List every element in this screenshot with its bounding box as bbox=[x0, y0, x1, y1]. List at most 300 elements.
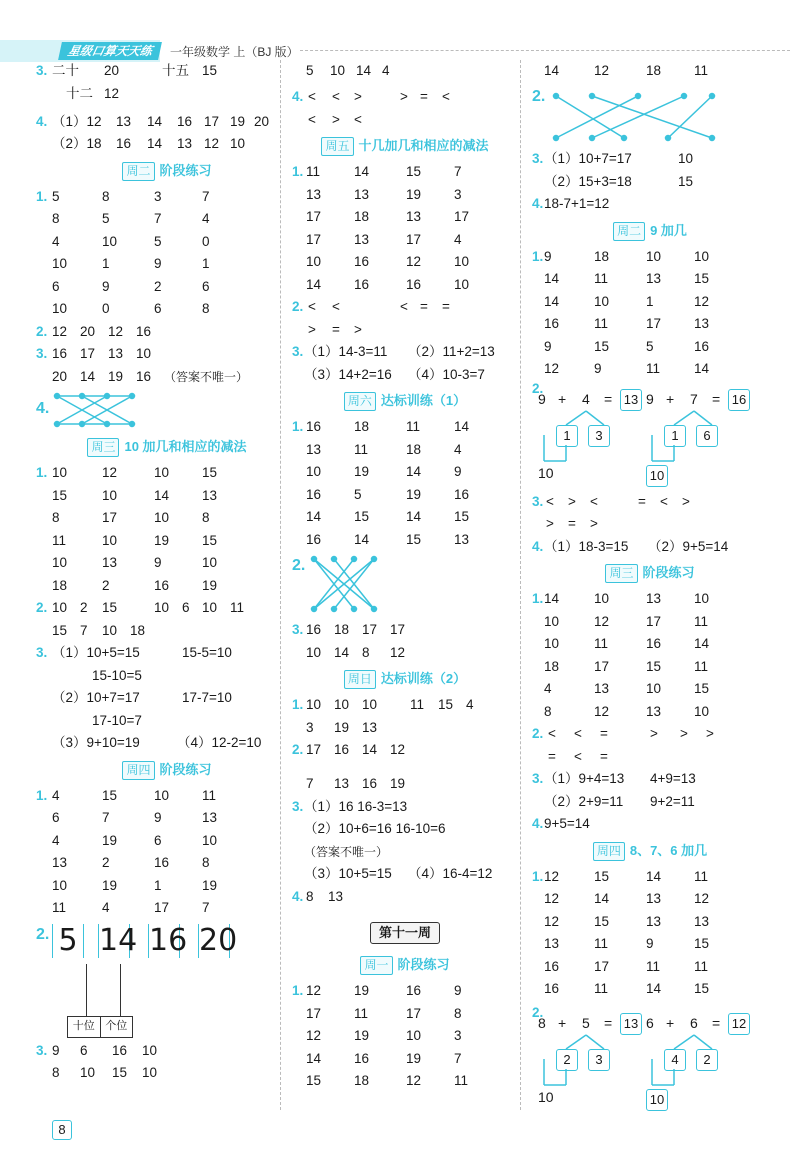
answer-row: 3. （1）14-3=11 （2）11+2=13 bbox=[292, 344, 495, 359]
answer-value: 6 bbox=[154, 832, 162, 848]
answer-value: 12 bbox=[594, 613, 610, 629]
abacus bbox=[52, 964, 282, 1040]
answer-value: 14 bbox=[646, 868, 662, 884]
answer-row: = < = bbox=[548, 748, 608, 764]
answer-row: > = > bbox=[546, 516, 598, 531]
answer-value: 11 bbox=[52, 900, 67, 915]
answer-value: 14 bbox=[544, 591, 560, 606]
answer-value: 7 bbox=[202, 900, 210, 915]
handwritten-digit: 20 bbox=[199, 922, 238, 958]
answer-value: 12 bbox=[594, 703, 610, 719]
answer-row bbox=[52, 208, 282, 231]
answer-row: 4. 18-7+1=12 bbox=[532, 196, 610, 211]
answer-row: 3. （1）10+7=17 10 bbox=[532, 151, 694, 166]
answer-row: > = > bbox=[308, 321, 362, 337]
answer-value: 14 bbox=[594, 891, 610, 906]
answer-value: 15 bbox=[406, 531, 422, 547]
answer-row: 8 10 15 10 bbox=[52, 1065, 158, 1080]
answer-value: 9 bbox=[544, 338, 552, 354]
handwritten-digit: 5 bbox=[52, 924, 84, 958]
answer-value: 15 bbox=[454, 509, 470, 524]
answer-value: 10 bbox=[544, 613, 560, 629]
answer-value: 6 bbox=[154, 301, 162, 316]
answer-value: 11 bbox=[646, 958, 661, 974]
answer-value: 10 bbox=[594, 591, 610, 606]
answer-value: 2 bbox=[154, 278, 162, 294]
answer-value: 6 bbox=[202, 278, 210, 294]
answer-value: 11 bbox=[52, 532, 67, 548]
operator: + bbox=[666, 1014, 675, 1031]
answer-value: 8 bbox=[202, 510, 210, 525]
answer-value: 13 bbox=[406, 209, 422, 224]
answer-row bbox=[36, 186, 282, 209]
answer-value: 13 bbox=[544, 936, 560, 951]
header-rule bbox=[300, 50, 790, 52]
answer-value: 12 bbox=[544, 868, 560, 884]
answer-row: 4. 8 13 bbox=[292, 888, 344, 904]
answer-row bbox=[52, 852, 282, 875]
split-box: 2 bbox=[696, 1049, 718, 1071]
answer-row: 3. 16 17 13 10 bbox=[36, 346, 152, 361]
answer-value: 4 bbox=[454, 441, 462, 457]
matching-lines: 2. bbox=[530, 86, 770, 148]
answer-value: 17 bbox=[406, 1005, 422, 1021]
answer-value: 14 bbox=[406, 509, 422, 524]
answer-value: 19 bbox=[354, 1028, 370, 1043]
answer-value: 14 bbox=[306, 276, 322, 292]
result-box: 13 bbox=[620, 1013, 642, 1035]
answer-value: 15 bbox=[594, 913, 610, 929]
sum-box: 10 bbox=[646, 1089, 668, 1111]
answer-row bbox=[530, 978, 770, 1001]
answer-value: 14 bbox=[354, 531, 370, 547]
answer-value: 16 bbox=[354, 1050, 370, 1066]
answer-value: 19 bbox=[102, 877, 118, 893]
question-number: 1. bbox=[532, 248, 544, 264]
answer-value: 18 bbox=[544, 658, 560, 674]
answer-value: 16 bbox=[354, 254, 370, 269]
answer-value: 13 bbox=[202, 810, 218, 825]
handwritten-digit: 16 bbox=[149, 922, 188, 958]
answer-value: 8 bbox=[202, 855, 210, 870]
answer-value: 17 bbox=[646, 613, 662, 629]
answer-value: 4 bbox=[52, 832, 60, 848]
answer-value: 18 bbox=[594, 248, 610, 264]
answer-row bbox=[290, 1025, 520, 1048]
answer-value: 13 bbox=[354, 231, 370, 247]
operator: = bbox=[604, 390, 613, 407]
answer-value: 8 bbox=[202, 301, 210, 316]
answer-value: 10 bbox=[202, 832, 218, 848]
answer-row: 15 7 10 18 bbox=[52, 622, 146, 638]
answer-row: （3）10+5=15 （4）16-4=12 bbox=[304, 866, 493, 881]
answer-value: 10 bbox=[454, 276, 470, 292]
answer-value: 16 bbox=[306, 531, 322, 547]
result-box: 12 bbox=[728, 1013, 750, 1035]
sum-box: 10 bbox=[646, 465, 668, 487]
answer-value: 13 bbox=[646, 271, 662, 286]
answer-row bbox=[290, 1048, 520, 1071]
answer-value: 17 bbox=[406, 231, 422, 247]
answer-row bbox=[290, 184, 520, 207]
result-box: 16 bbox=[728, 389, 750, 411]
answer-value: 17 bbox=[306, 209, 322, 224]
answer-value: 17 bbox=[594, 658, 610, 674]
answer-value: 12 bbox=[102, 465, 118, 480]
answer-row bbox=[290, 274, 520, 297]
answer-value: 10 bbox=[544, 636, 560, 651]
answer-value: 13 bbox=[694, 316, 710, 331]
answer-row: （2）10+7=17 17-7=10 bbox=[52, 690, 232, 705]
answer-row: （3）14+2=16 （4）10-3=7 bbox=[304, 366, 485, 382]
answer-value: 5 bbox=[52, 188, 60, 204]
answer-value: 11 bbox=[594, 981, 609, 996]
answer-row: 1. 10 10 10 11 15 4 bbox=[292, 697, 474, 712]
answer-value: 11 bbox=[594, 936, 609, 951]
answer-row bbox=[290, 1070, 520, 1093]
answer-row bbox=[530, 358, 770, 381]
answer-value: 2 bbox=[102, 577, 110, 593]
answer-value: 11 bbox=[354, 1005, 369, 1021]
column-3 bbox=[530, 60, 770, 1115]
question-number: 1. bbox=[292, 419, 304, 434]
answer-row bbox=[36, 462, 282, 485]
answer-value: 13 bbox=[646, 891, 662, 906]
answer-row: （2）2+9=11 9+2=11 bbox=[544, 793, 695, 809]
answer-row bbox=[52, 530, 282, 553]
answer-row bbox=[52, 897, 282, 920]
answer-value: 10 bbox=[154, 787, 170, 803]
answer-value: 16 bbox=[406, 983, 422, 998]
section-heading: 周二 阶段练习 bbox=[52, 156, 282, 186]
answer-row: 4. < < > > = < bbox=[292, 89, 450, 104]
answer-value: 13 bbox=[694, 913, 710, 929]
operand: 6 bbox=[690, 1014, 698, 1031]
answer-row: 3. （1）16 16-3=13 bbox=[292, 798, 408, 814]
answer-value: 12 bbox=[544, 891, 560, 906]
answer-row: 2. 17 16 14 12 bbox=[292, 742, 406, 757]
answer-value: 3 bbox=[454, 186, 462, 202]
answer-value: 11 bbox=[694, 658, 709, 674]
answer-row bbox=[530, 678, 770, 701]
answer-row bbox=[290, 506, 520, 529]
answer-value: 14 bbox=[306, 1050, 322, 1066]
matching-diagram bbox=[304, 551, 384, 617]
answer-value: 19 bbox=[406, 186, 422, 202]
answer-value: 14 bbox=[544, 293, 560, 309]
split-box: 4 bbox=[664, 1049, 686, 1071]
section-heading: 周四 8、7、6 加几 bbox=[530, 836, 770, 866]
brand-title: 星级口算天天练 bbox=[58, 42, 162, 60]
answer-value: 1 bbox=[102, 256, 110, 271]
answer-row: 5 10 14 4 bbox=[306, 63, 390, 78]
answer-value: 9 bbox=[154, 810, 162, 825]
answer-value: 5 bbox=[154, 233, 162, 249]
question-number: 2. bbox=[532, 380, 544, 396]
answer-value: 19 bbox=[406, 486, 422, 502]
answer-row bbox=[52, 807, 282, 830]
answer-row: 17-10=7 bbox=[92, 712, 142, 728]
answer-grid bbox=[36, 186, 282, 321]
answer-row: 10 14 8 12 bbox=[306, 644, 406, 660]
answer-value: 17 bbox=[594, 958, 610, 974]
question-number: 1. bbox=[36, 787, 48, 803]
answer-row: 4. 9+5=14 bbox=[532, 816, 590, 831]
operator: = bbox=[712, 1014, 721, 1031]
answer-value: 10 bbox=[406, 1028, 422, 1043]
answer-value: 15 bbox=[594, 868, 610, 884]
answer-row bbox=[530, 956, 770, 979]
answer-value: 18 bbox=[354, 419, 370, 434]
answer-value: 16 bbox=[406, 276, 422, 292]
answer-value: 8 bbox=[454, 1005, 462, 1021]
answer-value: 10 bbox=[594, 293, 610, 309]
answer-row: 20 14 19 16 （答案不唯一） bbox=[52, 368, 249, 384]
answer-row bbox=[530, 313, 770, 336]
answer-row bbox=[290, 251, 520, 274]
answer-value: 13 bbox=[594, 681, 610, 696]
answer-value: 11 bbox=[694, 613, 709, 629]
answer-value: 10 bbox=[306, 464, 322, 479]
answer-value: 6 bbox=[52, 278, 60, 294]
answer-value: 15 bbox=[694, 936, 710, 951]
section-heading: 周二 9 加几 bbox=[530, 216, 770, 246]
answer-value: 13 bbox=[646, 591, 662, 606]
answer-value: 18 bbox=[406, 441, 422, 457]
answer-value: 7 bbox=[154, 211, 162, 226]
answer-row bbox=[52, 830, 282, 853]
answer-row bbox=[52, 485, 282, 508]
answer-value: 7 bbox=[102, 810, 110, 825]
sum-value: 10 bbox=[538, 464, 554, 481]
answer-value: 19 bbox=[154, 532, 170, 548]
answer-value: 10 bbox=[52, 877, 68, 893]
answer-row: < > < bbox=[308, 111, 362, 127]
answer-value: 15 bbox=[202, 532, 218, 548]
answer-value: 12 bbox=[306, 1028, 322, 1043]
answer-value: 16 bbox=[454, 486, 470, 502]
answer-value: 5 bbox=[102, 211, 110, 226]
answer-value: 9 bbox=[544, 248, 552, 264]
split-box: 3 bbox=[588, 1049, 610, 1071]
column-2 bbox=[290, 60, 520, 1093]
answer-value: 15 bbox=[406, 164, 422, 179]
answer-value: 10 bbox=[694, 703, 710, 719]
answer-row: 2. < < < = = bbox=[292, 299, 450, 314]
answer-row bbox=[530, 611, 770, 634]
answer-row bbox=[52, 552, 282, 575]
answer-value: 13 bbox=[646, 703, 662, 719]
answer-value: 12 bbox=[306, 983, 322, 998]
answer-value: 8 bbox=[52, 510, 60, 525]
answer-row bbox=[52, 276, 282, 299]
operator: + bbox=[558, 1014, 567, 1031]
answer-value: 13 bbox=[354, 186, 370, 202]
answer-value: 11 bbox=[594, 271, 609, 286]
answer-value: 15 bbox=[102, 787, 118, 803]
section-heading: 周三 阶段练习 bbox=[530, 558, 770, 588]
answer-value: 18 bbox=[354, 1073, 370, 1088]
answer-value: 19 bbox=[202, 877, 218, 893]
answer-value: 8 bbox=[544, 703, 552, 719]
operand: 8 bbox=[538, 1014, 546, 1031]
answer-value: 15 bbox=[202, 465, 218, 480]
answer-value: 16 bbox=[694, 338, 710, 354]
answer-value: 13 bbox=[202, 487, 218, 503]
answer-value: 10 bbox=[52, 465, 68, 480]
answer-row: 15-10=5 bbox=[92, 667, 142, 683]
answer-row: 十二 12 bbox=[66, 85, 120, 101]
answer-row: 7 13 16 19 bbox=[306, 776, 406, 791]
answer-grid bbox=[290, 980, 520, 1093]
answer-row bbox=[52, 231, 282, 254]
answer-row bbox=[530, 888, 770, 911]
answer-row: 4. （1）18-3=15 （2）9+5=14 bbox=[532, 538, 729, 554]
answer-value: 7 bbox=[202, 188, 210, 204]
answer-value: 13 bbox=[306, 441, 322, 457]
answer-row bbox=[290, 416, 520, 439]
answer-value: 17 bbox=[154, 900, 170, 915]
answer-value: 0 bbox=[202, 233, 210, 249]
answer-value: 10 bbox=[694, 248, 710, 264]
answer-value: 16 bbox=[646, 636, 662, 651]
answer-value: 10 bbox=[52, 555, 68, 570]
answer-row bbox=[290, 1003, 520, 1026]
answer-value: 13 bbox=[454, 531, 470, 547]
answer-value: 9 bbox=[454, 983, 462, 998]
answer-value: 14 bbox=[694, 361, 710, 376]
section-heading: 周三 10 加几和相应的减法 bbox=[52, 432, 282, 462]
answer-value: 10 bbox=[306, 254, 322, 269]
answer-grid bbox=[290, 161, 520, 296]
answer-row: 14 12 18 11 bbox=[544, 63, 709, 78]
answer-value: 3 bbox=[154, 188, 162, 204]
question-number: 1. bbox=[36, 465, 48, 480]
answer-value: 5 bbox=[354, 486, 362, 502]
answer-value: 11 bbox=[406, 419, 421, 434]
answer-value: 15 bbox=[646, 658, 662, 674]
split-box: 1 bbox=[664, 425, 686, 447]
operator: + bbox=[666, 390, 675, 407]
answer-value: 16 bbox=[354, 276, 370, 292]
answer-value: 9 bbox=[454, 464, 462, 479]
answer-value: 11 bbox=[202, 787, 217, 803]
answer-value: 10 bbox=[646, 248, 662, 264]
answer-value: 15 bbox=[694, 681, 710, 696]
answer-value: 16 bbox=[544, 981, 560, 996]
matching-lines: 2. bbox=[290, 551, 520, 619]
week-heading: 第十一周 bbox=[290, 916, 520, 950]
answer-grid bbox=[530, 246, 770, 381]
answer-value: 11 bbox=[454, 1073, 469, 1088]
answer-value: 19 bbox=[202, 577, 218, 593]
place-value-labels: 十位 个位 bbox=[67, 1016, 133, 1038]
answer-row bbox=[530, 336, 770, 359]
answer-value: 7 bbox=[454, 1050, 462, 1066]
answer-value: 12 bbox=[694, 891, 710, 906]
answer-value: 6 bbox=[52, 810, 60, 825]
answer-row: 2. < < = > > > bbox=[532, 726, 714, 741]
answer-row bbox=[52, 507, 282, 530]
answer-value: 17 bbox=[306, 1005, 322, 1021]
answer-value: 18 bbox=[52, 577, 68, 593]
answer-grid bbox=[290, 416, 520, 551]
answer-row bbox=[36, 785, 282, 808]
answer-value: 17 bbox=[646, 316, 662, 331]
answer-value: 19 bbox=[102, 832, 118, 848]
answer-row bbox=[290, 980, 520, 1003]
question-number: 1. bbox=[292, 983, 304, 998]
answer-value: 14 bbox=[354, 164, 370, 179]
answer-row bbox=[290, 439, 520, 462]
answer-value: 1 bbox=[154, 877, 162, 893]
answer-value: 8 bbox=[102, 188, 110, 204]
answer-value: 19 bbox=[354, 983, 370, 998]
answer-value: 13 bbox=[102, 555, 118, 570]
answer-value: 3 bbox=[454, 1028, 462, 1043]
answer-value: 11 bbox=[646, 361, 661, 376]
answer-value: 16 bbox=[544, 316, 560, 331]
answer-value: 10 bbox=[454, 254, 470, 269]
answer-value: 11 bbox=[354, 441, 369, 457]
answer-row bbox=[52, 298, 282, 321]
answer-row bbox=[530, 246, 770, 269]
answer-value: 18 bbox=[354, 209, 370, 224]
answer-value: 14 bbox=[646, 981, 662, 996]
answer-value: 14 bbox=[454, 419, 470, 434]
page-number: 8 bbox=[52, 1120, 72, 1140]
answer-value: 12 bbox=[544, 913, 560, 929]
answer-value: 10 bbox=[646, 681, 662, 696]
answer-value: 14 bbox=[154, 487, 170, 503]
operand: 6 bbox=[646, 1014, 654, 1031]
operand: 7 bbox=[690, 390, 698, 407]
answer-row: （2）18 16 14 13 12 10 bbox=[52, 136, 246, 151]
answer-row: 3. 9 6 16 10 bbox=[36, 1042, 158, 1058]
answer-row bbox=[52, 875, 282, 898]
answer-row bbox=[530, 656, 770, 679]
answer-value: 9 bbox=[594, 361, 602, 376]
operand: 5 bbox=[582, 1014, 590, 1031]
answer-row: （3）9+10=19 （4）12-2=10 bbox=[52, 735, 262, 750]
answer-value: 11 bbox=[694, 958, 709, 974]
answer-value: 13 bbox=[646, 913, 662, 929]
answer-row bbox=[530, 588, 770, 611]
answer-row bbox=[290, 229, 520, 252]
answer-row: （答案不唯一） bbox=[304, 844, 389, 859]
answer-value: 10 bbox=[102, 233, 118, 249]
operand: 9 bbox=[646, 390, 654, 407]
book-subtitle: 一年级数学 上（BJ 版） bbox=[170, 45, 299, 59]
answer-value: 4 bbox=[544, 681, 552, 696]
question-number: 1. bbox=[532, 591, 544, 606]
answer-value: 11 bbox=[694, 868, 709, 884]
answer-value: 10 bbox=[154, 465, 170, 480]
answer-value: 15 bbox=[594, 338, 610, 354]
matching-diagram bbox=[544, 86, 724, 146]
answer-value: 12 bbox=[406, 1073, 422, 1088]
answer-value: 4 bbox=[454, 231, 462, 247]
answer-value: 1 bbox=[646, 293, 654, 309]
answer-value: 16 bbox=[544, 958, 560, 974]
answer-value: 11 bbox=[306, 164, 321, 179]
answer-row bbox=[52, 575, 282, 598]
answer-row: 3 19 13 bbox=[306, 719, 378, 735]
section-heading: 周五 十几加几和相应的减法 bbox=[290, 131, 520, 161]
answer-row bbox=[290, 529, 520, 552]
split-box: 3 bbox=[588, 425, 610, 447]
answer-value: 17 bbox=[454, 209, 470, 224]
